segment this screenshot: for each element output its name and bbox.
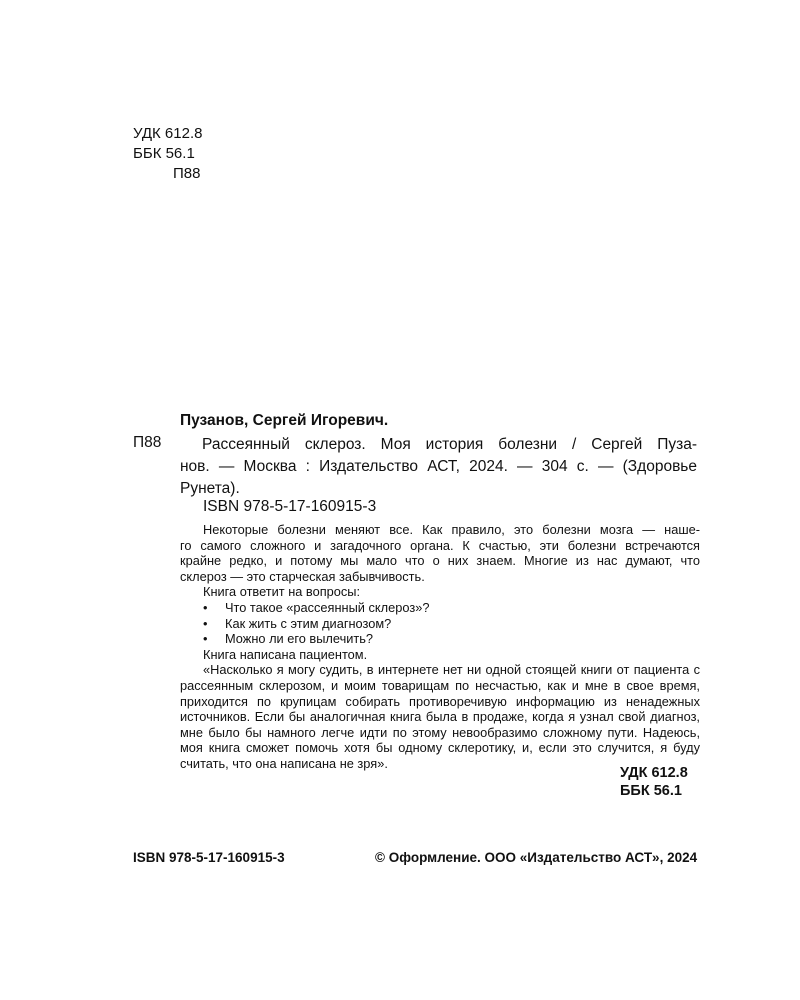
bib-line: Рунета). [180, 480, 240, 497]
annotation [180, 522, 700, 772]
written-by: Книга написана пациентом. [203, 646, 368, 662]
bib-line: Рассеянный склероз. Моя история болезни / Сергей Пуза- [202, 436, 697, 453]
footer-isbn: ISBN 978-5-17-160915-3 [133, 850, 285, 865]
bottom-classification-codes [620, 764, 688, 800]
list-item [180, 631, 700, 647]
udk-code: УДК 612.8 [133, 125, 203, 142]
bbk-code-bottom: ББК 56.1 [620, 783, 682, 799]
question-text: Можно ли его вылечить? [225, 631, 374, 647]
bibliographic-description [180, 434, 697, 500]
udk-code-bottom: УДК 612.8 [620, 765, 688, 781]
bullet-icon: • [203, 631, 208, 647]
intro-line: Некоторые болезни меняют все. Как правило, это болезни мозга — наше- [203, 522, 700, 537]
classification-codes [133, 124, 202, 184]
author-quote: «Насколько я могу судить, в интернете нет ни одной стоящей книги от пациента с рассеянным склерозом, и моим товарищам по несчастью, как и мне в свое время, приходится по крупицам собирать противоречивую информацию из ненадежных источников. Если бы аналогичная книга была в продаже, когда я узнал свой диагноз, мне было бы намного легче идти по этому невообразимо сложному пути. Надеюсь, моя книга сможет помочь хотя бы одному склеротику, и, если это случится, я буду считать, что она написана не зря». [180, 662, 700, 771]
questions-list [180, 600, 700, 647]
intro-line: крайне редко, и потому мы мало что о них знаем. Многие из нас думают, что [180, 553, 700, 569]
footer-copyright: © Оформление. ООО «Издательство АСТ», 2024 [375, 850, 698, 865]
bullet-icon: • [203, 599, 208, 615]
author-sign-lead: П88 [133, 434, 162, 451]
isbn: ISBN 978-5-17-160915-3 [203, 498, 377, 515]
annotation-intro [180, 522, 700, 584]
question-text: Что такое «рассеянный склероз»? [225, 599, 430, 615]
list-item [180, 600, 700, 616]
bib-line: нов. — Москва : Издательство АСТ, 2024. — 304 с. — (Здоровье [180, 458, 697, 475]
list-item [180, 616, 700, 632]
bullet-icon: • [203, 615, 208, 631]
intro-line: го самого сложного и загадочного органа. К счастью, эти болезни встречаются [180, 537, 700, 553]
question-text: Как жить с этим диагнозом? [225, 615, 392, 631]
intro-line: склероз — это старческая забывчивость. [180, 568, 425, 584]
questions-intro: Книга ответит на вопросы: [203, 584, 361, 600]
author-name: Пузанов, Сергей Игоревич. [180, 412, 389, 429]
bbk-code: ББК 56.1 [133, 145, 195, 162]
author-sign: П88 [173, 165, 201, 182]
